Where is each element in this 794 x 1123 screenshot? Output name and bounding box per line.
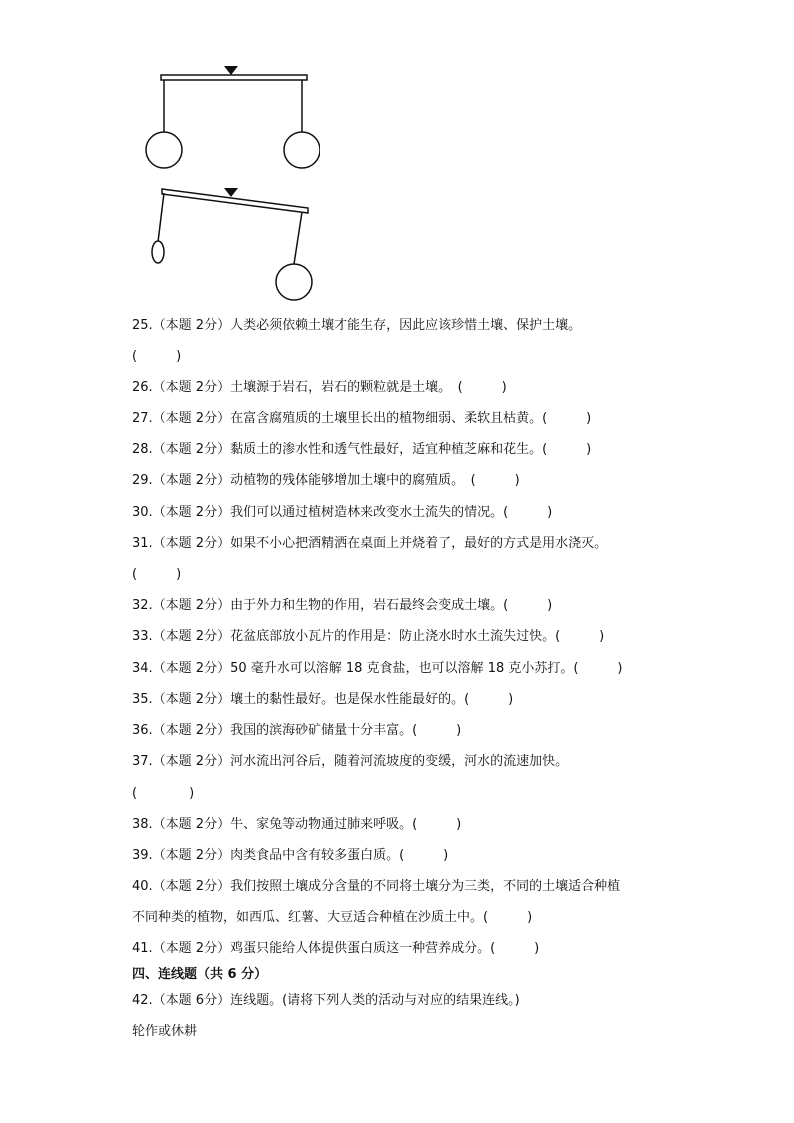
matching-item-1: 轮作或休耕 (132, 1024, 198, 1039)
question-31-cont: ( ) (132, 567, 182, 582)
question-34: 34.（本题 2分）50 毫升水可以溶解 18 克食盐，也可以溶解 18 克小苏打。( ) (132, 661, 623, 676)
question-39: 39.（本题 2分）肉类食品中含有较多蛋白质。( ) (132, 848, 449, 863)
balance-beam (161, 75, 307, 80)
question-32: 32.（本题 2分）由于外力和生物的作用，岩石最终会变成土壤。( ) (132, 598, 553, 613)
question-25: 25.（本题 2分）人类必须依赖土壤才能生存，因此应该珍惜土壤、保护土壤。 (132, 318, 582, 333)
section-4-heading: 四、连线题（共 6 分） (132, 967, 268, 982)
question-27: 27.（本题 2分）在富含腐殖质的土壤里长出的植物细弱、柔软且枯黄。( ) (132, 411, 592, 426)
tilted-scale-figure (140, 184, 320, 302)
question-41: 41.（本题 2分）鸡蛋只能给人体提供蛋白质这一种营养成分。( ) (132, 941, 540, 956)
pivot-icon (224, 188, 238, 197)
balance-beam (162, 189, 308, 213)
right-balloon (276, 264, 312, 300)
question-37: 37.（本题 2分）河水流出河谷后，随着河流坡度的变缓，河水的流速加快。 (132, 754, 569, 769)
question-31: 31.（本题 2分）如果不小心把酒精洒在桌面上并烧着了，最好的方式是用水浇灭。 (132, 536, 608, 551)
left-deflated-balloon (152, 241, 164, 263)
question-36: 36.（本题 2分）我国的滨海砂矿储量十分丰富。( ) (132, 723, 462, 738)
question-25-cont: ( ) (132, 349, 182, 364)
left-balloon (146, 132, 182, 168)
right-balloon (284, 132, 320, 168)
pivot-icon (224, 66, 238, 75)
question-40: 40.（本题 2分）我们按照土壤成分含量的不同将土壤分为三类，不同的土壤适合种植 (132, 879, 621, 894)
question-38: 38.（本题 2分）牛、家兔等动物通过肺来呼吸。( ) (132, 817, 462, 832)
question-33: 33.（本题 2分）花盆底部放小瓦片的作用是：防止浇水时水土流失过快。( ) (132, 629, 605, 644)
balanced-scale-figure (140, 62, 320, 174)
question-37-cont: ( ) (132, 786, 195, 801)
left-string (158, 193, 164, 242)
question-26: 26.（本题 2分）土壤源于岩石，岩石的颗粒就是土壤。 ( ) (132, 380, 507, 395)
question-28: 28.（本题 2分）黏质土的渗水性和透气性最好，适宜种植芝麻和花生。( ) (132, 442, 592, 457)
question-35: 35.（本题 2分）壤土的黏性最好。也是保水性能最好的。( ) (132, 692, 514, 707)
question-30: 30.（本题 2分）我们可以通过植树造林来改变水土流失的情况。( ) (132, 505, 553, 520)
question-29: 29.（本题 2分）动植物的残体能够增加土壤中的腐殖质。 ( ) (132, 473, 520, 488)
right-string (294, 212, 302, 264)
question-42: 42.（本题 6分）连线题。(请将下列人类的活动与对应的结果连线。) (132, 993, 520, 1008)
question-40-cont: 不同种类的植物，如西瓜、红薯、大豆适合种植在沙质土中。( ) (132, 910, 533, 925)
